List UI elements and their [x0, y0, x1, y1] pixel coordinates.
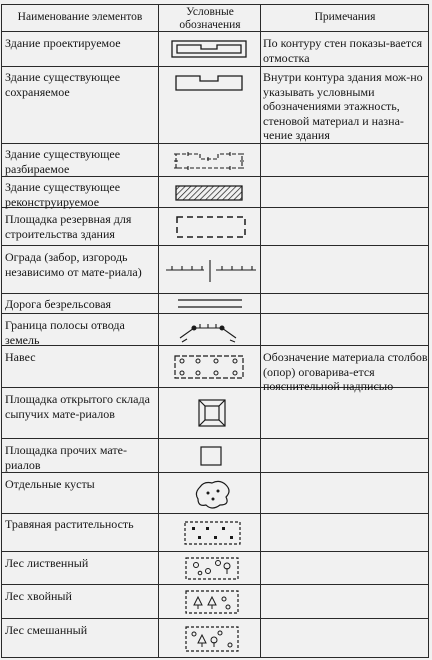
row-note: Обозначение материала столбов (опор) оговарива-ется пояснительной надписью [263, 350, 428, 394]
other-materials-icon [160, 439, 260, 472]
row-name: Здание существующее разбираемое [5, 147, 121, 176]
header-name: Наименование элементов [17, 11, 143, 23]
designed-building-icon [160, 32, 260, 66]
header-notes: Примечания [314, 11, 376, 23]
row-name: Навес [5, 350, 36, 364]
grass-icon [160, 514, 260, 551]
row-name: Ограда (забор, изгородь независимо от мате-риала) [5, 250, 142, 279]
row-name: Травяная растительность [5, 517, 134, 531]
existing-building-icon [160, 67, 260, 97]
mixed-forest-icon [160, 619, 260, 658]
row-name: Площадка прочих мате-риалов [5, 443, 127, 472]
row-name: Лес хвойный [5, 589, 72, 603]
row-name: Отдельные кусты [5, 477, 95, 491]
row-note: Внутри контура здания мож-но указывать условными обозначениями этажность, стеновой материал и назна-чение здания [263, 70, 423, 143]
deciduous-forest-icon [160, 552, 260, 584]
row-name: Граница полосы отвода земель [5, 318, 125, 347]
row-note: По контуру стен показы-вается отмостка [263, 36, 423, 65]
bulk-storage-icon [160, 388, 260, 438]
fence-icon [160, 246, 260, 293]
demolished-building-icon [160, 144, 260, 176]
bushes-icon [160, 473, 260, 513]
road-icon [160, 294, 260, 313]
reconstructed-building-icon [160, 177, 260, 207]
land-boundary-icon [160, 314, 260, 345]
coniferous-forest-icon [160, 585, 260, 618]
legend-table [1, 4, 429, 658]
header-symbol: Условные обозначения [179, 6, 241, 31]
row-name: Лес смешанный [5, 623, 88, 637]
canopy-icon [160, 346, 260, 387]
row-name: Здание существующее реконструируемое [5, 180, 121, 209]
row-name: Лес лиственный [5, 556, 89, 570]
row-name: Площадка открытого склада сыпучих мате-риалов [5, 392, 150, 421]
row-name: Площадка резервная для строительства здания [5, 212, 132, 241]
row-name: Здание проектируемое [5, 36, 121, 50]
reserve-site-icon [160, 208, 260, 245]
row-name: Здание существующее сохраняемое [5, 70, 121, 99]
row-name: Дорога безрельсовая [5, 297, 112, 311]
